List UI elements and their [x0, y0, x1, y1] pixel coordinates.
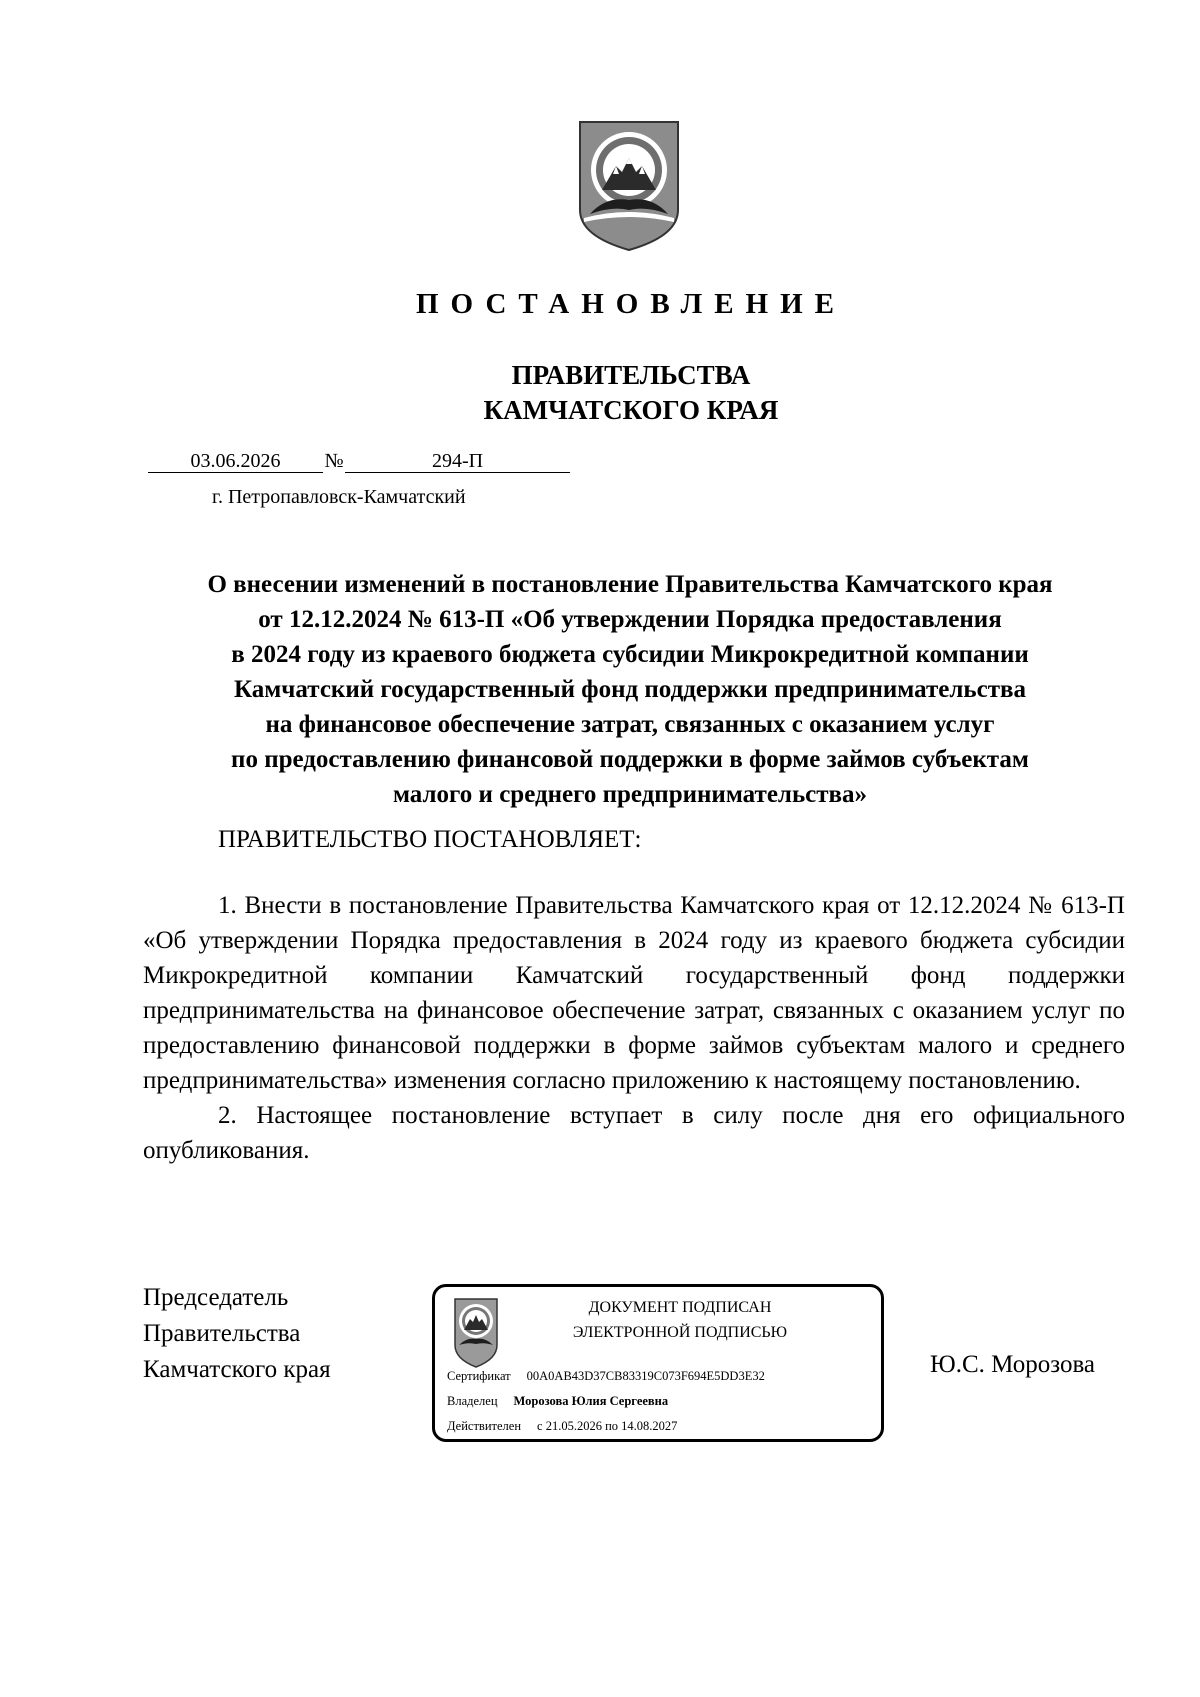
issuer-block: [0, 358, 1200, 428]
title-line: от 12.12.2024 № 613-П «Об утверждении Порядка предоставления: [258, 606, 1002, 633]
document-number: 294-П: [345, 450, 570, 473]
certificate-value: 00A0AB43D37CB83319C073F694E5DD3E32: [526, 1369, 765, 1383]
body-paragraph: 1. Внести в постановление Правительства Камчатского края от 12.12.2024 № 613-П «Об утверждении Порядка предоставления в 2024 году из краевого бюджета субсидии Микрокредитной компании Камчатский государственный фонд поддержки предпринимательства на финансовое обеспечение затрат, связанных с оказанием услуг по предоставлению финансовой поддержки в форме займов субъектам малого и среднего предпринимательства» изменения согласно приложению к настоящему постановлению.: [143, 892, 1125, 1094]
title-line: О внесении изменений в постановление Правительства Камчатского края: [207, 571, 1053, 598]
validity-value: с 21.05.2026 по 14.08.2027: [537, 1419, 678, 1433]
title-line: на финансовое обеспечение затрат, связанных с оказанием услуг: [265, 711, 995, 738]
title-line: малого и среднего предпринимательства»: [392, 781, 868, 808]
number-sign: №: [324, 450, 344, 472]
signer-position-line: Правительства: [143, 1320, 301, 1347]
body-paragraph: 2. Настоящее постановление вступает в силу после дня его официального опубликования.: [143, 1102, 1125, 1164]
electronic-signature-stamp: [432, 1284, 884, 1442]
stamp-heading: [545, 1295, 815, 1345]
certificate-row: [447, 1369, 765, 1384]
signer-position-line: Камчатского края: [143, 1356, 331, 1383]
stamp-heading-line: ЭЛЕКТРОННОЙ ПОДПИСЬЮ: [572, 1324, 788, 1341]
signer-position: [143, 1280, 331, 1388]
title-line: по предоставлению финансовой поддержки в форме займов субъектам: [231, 746, 1029, 773]
certificate-label: Сертификат: [447, 1369, 511, 1383]
stamp-heading-line: ДОКУМЕНТ ПОДПИСАН: [588, 1299, 772, 1316]
owner-label: Владелец: [447, 1394, 498, 1408]
decree-statement: ПРАВИТЕЛЬСТВО ПОСТАНОВЛЯЕТ:: [218, 826, 642, 853]
owner-value: Морозова Юлия Сергеевна: [513, 1394, 669, 1408]
document-date: 03.06.2026: [148, 450, 323, 473]
validity-label: Действителен: [447, 1419, 522, 1433]
issuer-line: ПРАВИТЕЛЬСТВА: [511, 360, 751, 390]
document-type-heading: ПОСТАНОВЛЕНИЕ: [415, 288, 846, 320]
stamp-emblem-icon: [453, 1297, 499, 1369]
title-line: Камчатский государственный фонд поддержки предпринимательства: [233, 676, 1027, 703]
signer-position-line: Председатель: [143, 1284, 289, 1311]
city-name: г. Петропавловск-Камчатский: [212, 486, 466, 508]
document-title: [140, 567, 1120, 812]
document-body: [143, 888, 1125, 1168]
title-line: в 2024 году из краевого бюджета субсидии Микрокредитной компании: [231, 641, 1029, 668]
owner-row: [447, 1394, 668, 1409]
registration-line: [148, 450, 570, 473]
signer-name: Ю.С. Морозова: [930, 1351, 1096, 1378]
coat-of-arms-emblem: [576, 118, 682, 254]
issuer-line: КАМЧАТСКОГО КРАЯ: [483, 395, 779, 425]
validity-row: [447, 1419, 677, 1434]
